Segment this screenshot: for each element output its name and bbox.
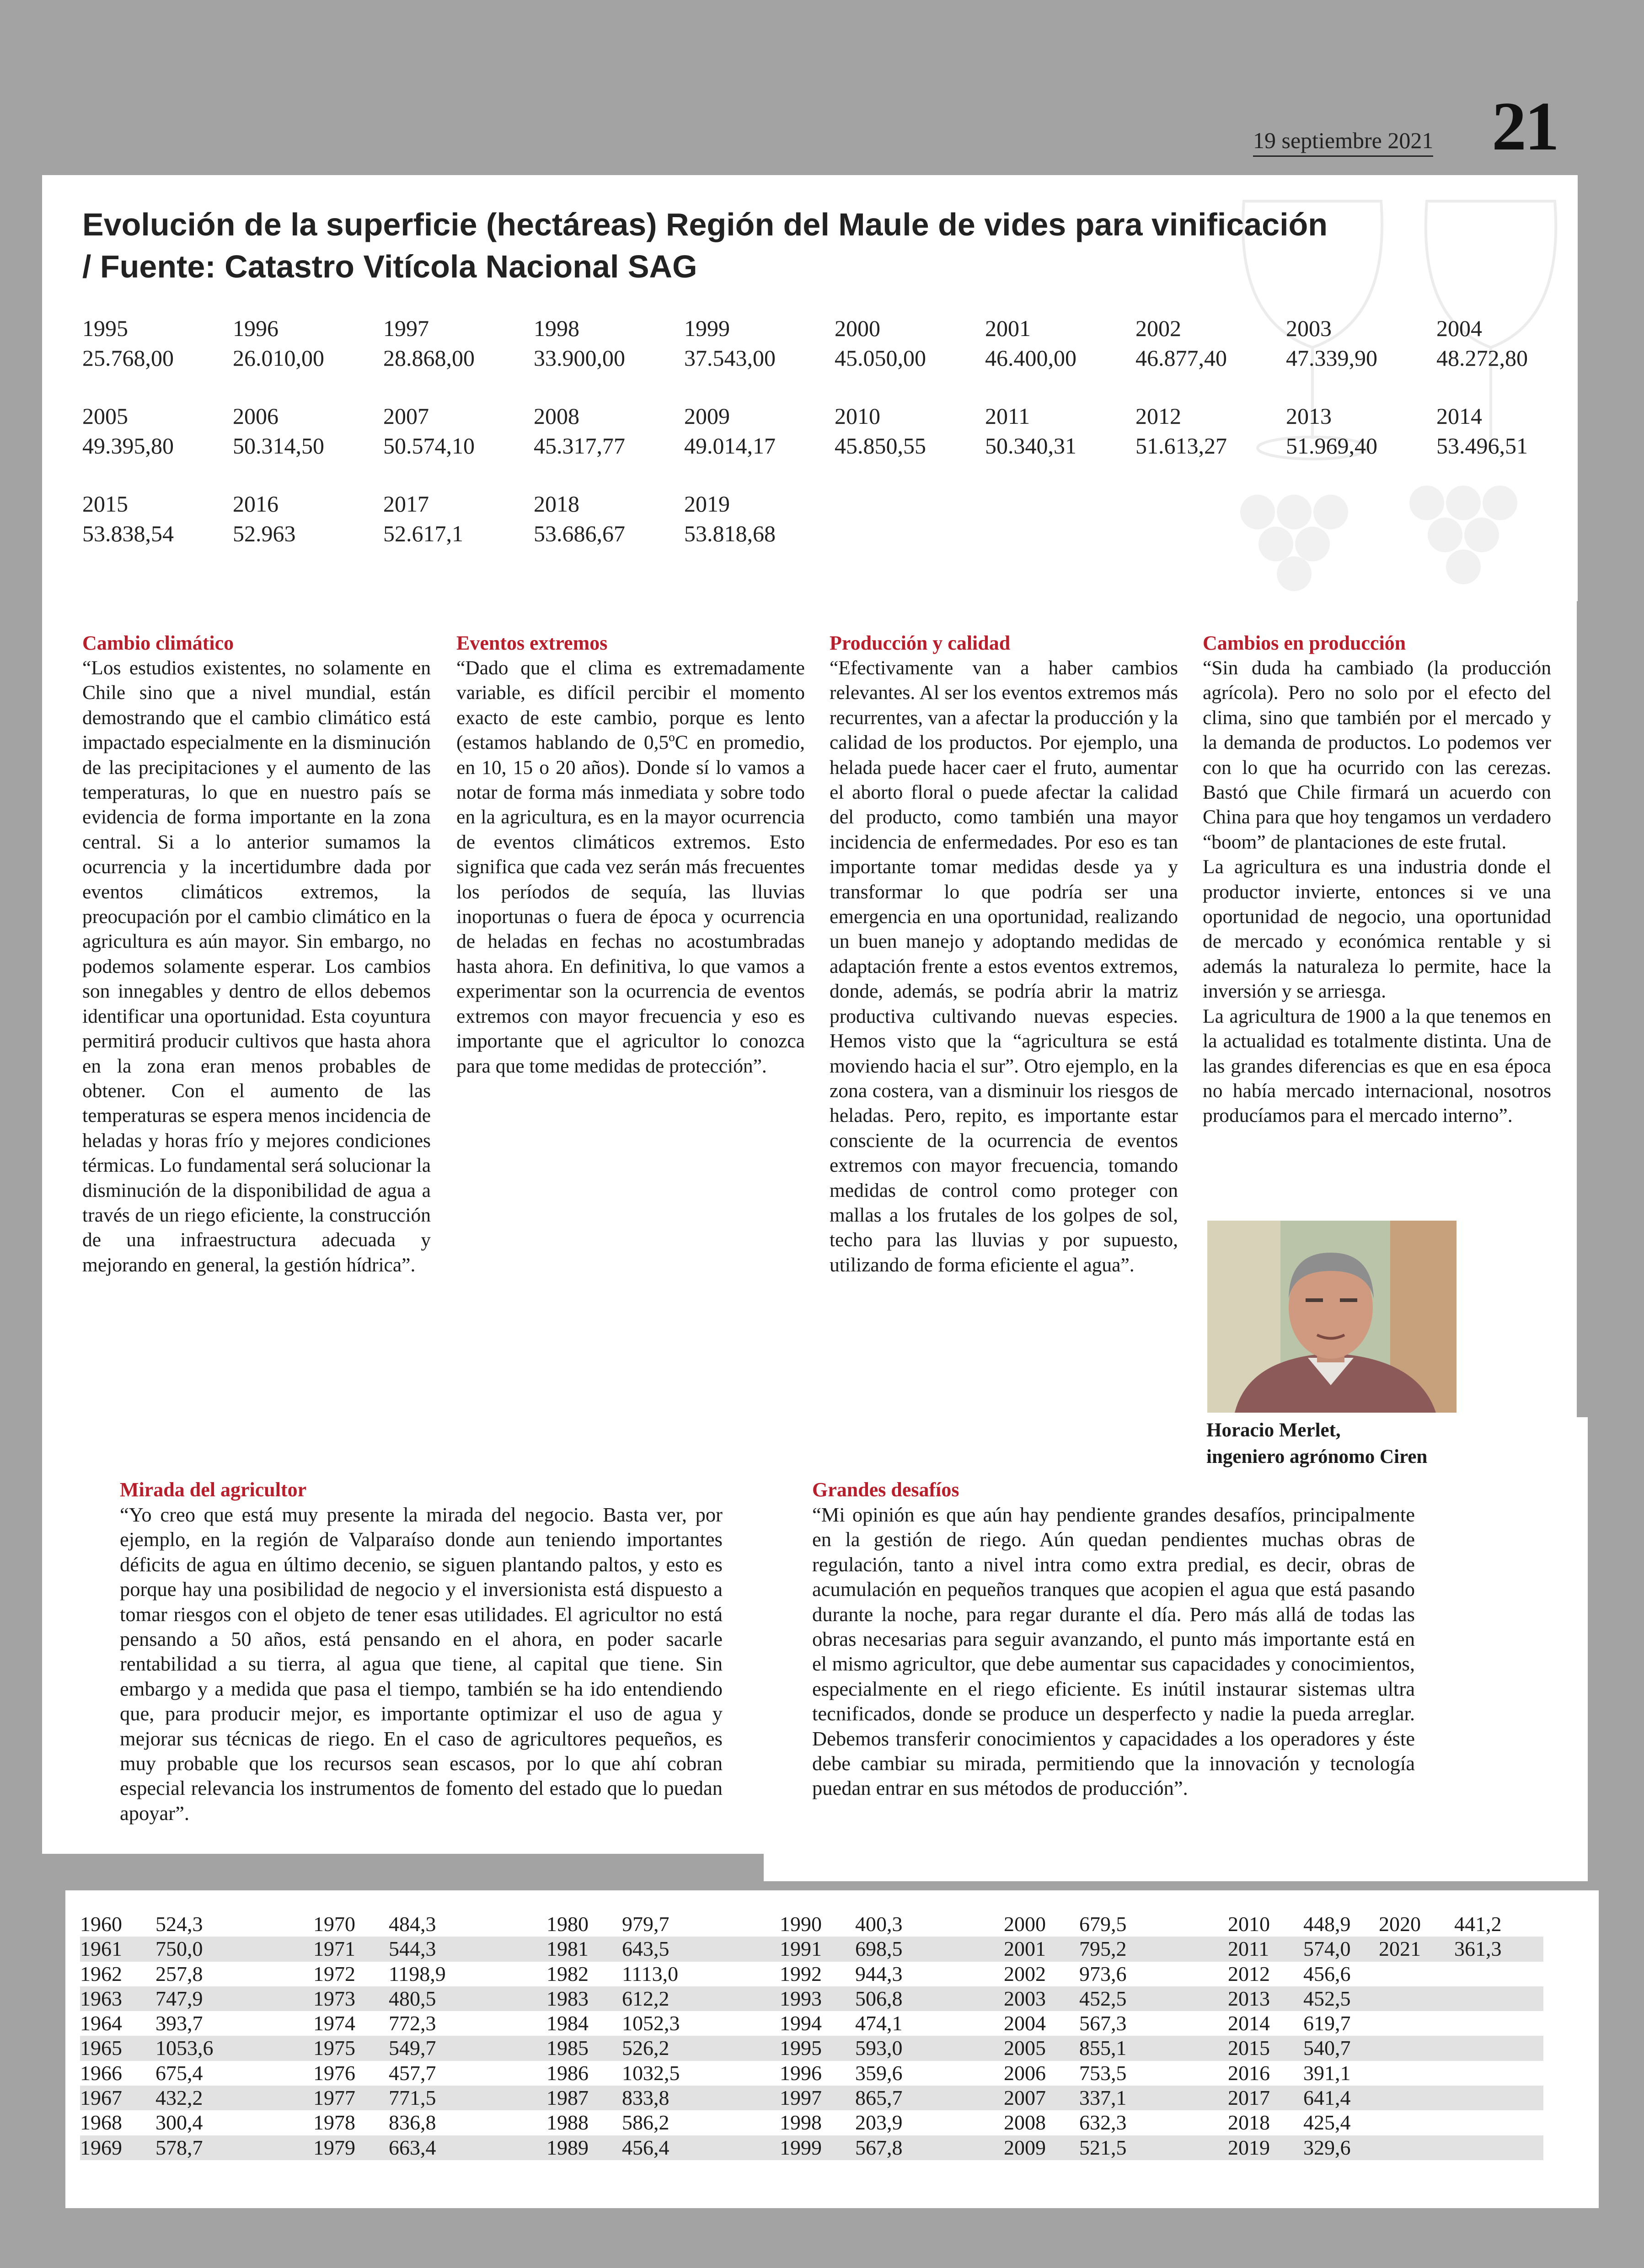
rainfall-value: 432,2 xyxy=(155,2086,203,2110)
article-heading: Mirada del agricultor xyxy=(120,1478,307,1501)
rainfall-value: 1113,0 xyxy=(622,1962,679,1985)
article-grandes-desafios xyxy=(812,1478,1415,1801)
surface-value: 46.400,00 xyxy=(985,345,1076,371)
rainfall-value: 452,5 xyxy=(1079,1986,1127,2010)
rainfall-value: 567,3 xyxy=(1079,2012,1127,2035)
surface-year: 2018 xyxy=(534,491,579,517)
rainfall-year: 1979 xyxy=(313,2135,355,2159)
rainfall-year: 1968 xyxy=(80,2111,122,2135)
rainfall-value: 612,2 xyxy=(622,1986,669,2010)
rainfall-value: 448,9 xyxy=(1303,1912,1351,1936)
rainfall-value: 524,3 xyxy=(155,1912,203,1936)
surface-value: 46.877,40 xyxy=(1135,345,1227,371)
rainfall-value: 772,3 xyxy=(389,2012,436,2035)
surface-year: 2017 xyxy=(383,491,429,517)
surface-value: 49.395,80 xyxy=(82,433,174,459)
rainfall-value: 474,1 xyxy=(855,2012,903,2035)
rainfall-year: 1964 xyxy=(80,2012,122,2035)
rainfall-year: 2009 xyxy=(1004,2135,1046,2159)
article-body: “Dado que el clima es extremadamente variable, es difícil percibir el momento exacto de este cambio, porque es lento (estamos hablando de 0,5ºC en promedio, en 10, 15 o 20 años). Donde sí lo vamos a notar de forma más inmediata y sobre todo en la agricultura, es en la mayor ocurrencia de eventos climáticos extremos. Esto significa que cada vez serán más frecuentes los períodos de sequía, las lluvias inoportunas o fuera de época y ocurrencia de heladas en fechas no acostumbradas hasta ahora. En definitiva, lo que vamos a experimentar son la ocurrencia de eventos extremos con mayor frecuencia y eso es importante que el agricultor lo conozca para que tome medidas de protección”. xyxy=(456,657,805,1077)
rainfall-year: 1966 xyxy=(80,2061,122,2085)
article-body: “Yo creo que está muy presente la mirada del negocio. Basta ver, por ejemplo, en la región de Valparaíso donde aun teniendo importantes déficits de agua en último decenio, se siguen plantando paltos, y esto es porque hay una posibilidad de negocio y el inversionista está dispuesto a tomar riesgos con el objeto de tener esas utilidades. El agricultor no está pensando a 50 años, está pensando en el ahora, en poder sacarle rentabilidad a su tierra, al agua que tiene, al capital que tiene. Sin embargo y a medida que pasa el tiempo, también se ha ido entendiendo que, para producir mejor, es importante optimizar el uso de agua y mejorar sus técnicas de riego. En el caso de agricultores pequeños, es muy probable que los recursos sean escasos, por lo que ahí cobran especial relevancia los instrumentos de fomento del estado que lo puedan apoyar”. xyxy=(120,1503,723,1825)
rainfall-value: 1053,6 xyxy=(155,2036,214,2060)
surface-year: 2006 xyxy=(233,403,278,429)
surface-table-cell xyxy=(985,314,1135,373)
article-cambios-produccion xyxy=(1203,631,1551,1128)
rainfall-year: 1985 xyxy=(546,2036,589,2060)
article-heading: Producción y calidad xyxy=(830,632,1011,654)
rainfall-value: 337,1 xyxy=(1079,2086,1127,2110)
caption-name: Horacio Merlet, xyxy=(1206,1420,1341,1441)
table-row xyxy=(80,1937,1543,1961)
rainfall-year: 1983 xyxy=(546,1986,589,2010)
rainfall-year: 1973 xyxy=(313,1986,355,2010)
surface-table-cell xyxy=(82,314,233,373)
surface-value: 52.617,1 xyxy=(383,521,463,546)
rainfall-value: 836,8 xyxy=(389,2111,436,2135)
rainfall-value: 300,4 xyxy=(155,2111,203,2135)
surface-value: 53.818,68 xyxy=(684,521,776,546)
article-heading: Cambios en producción xyxy=(1203,632,1406,654)
surface-value: 28.868,00 xyxy=(383,345,475,371)
surface-table-cell xyxy=(534,314,684,373)
surface-value: 51.969,40 xyxy=(1286,433,1377,459)
table-row xyxy=(80,2086,1543,2110)
surface-year: 2012 xyxy=(1135,403,1181,429)
rainfall-year: 1984 xyxy=(546,2012,589,2035)
rainfall-value: 855,1 xyxy=(1079,2036,1127,2060)
caption-role: ingeniero agrónomo Ciren xyxy=(1206,1446,1428,1468)
rainfall-year: 1971 xyxy=(313,1937,355,1961)
surface-year: 2015 xyxy=(82,491,128,517)
rainfall-value: 593,0 xyxy=(855,2036,903,2060)
surface-table-title: Evolución de la superficie (hectáreas) Región del Maule de vides para vinificación / Fuente: Catastro Vitícola Nacional SAG xyxy=(82,207,1328,284)
surface-year: 2011 xyxy=(985,403,1030,429)
surface-table-cell xyxy=(835,314,985,373)
article-paragraph: “Sin duda ha cambiado (la producción agrícola). Pero no solo por el efecto del clima, sino que también por el mercado y la demanda de productos. Lo podemos ver con lo que ha ocurrido con las cerezas. Bastó que Chile firmará un acuerdo con China para que hoy tengamos un verdadero “boom” de plantaciones de este frutal. xyxy=(1203,657,1551,853)
rainfall-value: 586,2 xyxy=(622,2111,669,2135)
rainfall-value: 544,3 xyxy=(389,1937,436,1961)
surface-year: 1996 xyxy=(233,315,278,341)
rainfall-year: 1961 xyxy=(80,1937,122,1961)
rainfall-year: 2002 xyxy=(1004,1962,1046,1985)
rainfall-year: 1995 xyxy=(780,2036,822,2060)
surface-year: 2007 xyxy=(383,403,429,429)
rainfall-value: 747,9 xyxy=(155,1986,203,2010)
rainfall-value: 944,3 xyxy=(855,1962,903,1985)
rainfall-value: 643,5 xyxy=(622,1937,669,1961)
rainfall-value: 567,8 xyxy=(855,2135,903,2159)
surface-year: 1999 xyxy=(684,315,730,341)
rainfall-value: 361,3 xyxy=(1454,1937,1502,1961)
surface-table-grid xyxy=(82,314,1587,549)
surface-table-cell xyxy=(233,489,383,549)
surface-value: 53.496,51 xyxy=(1436,433,1528,459)
rainfall-value: 663,4 xyxy=(389,2135,436,2159)
article-paragraph: La agricultura es una industria donde el productor invierte, entonces si ve una oportunidad de negocio, una oportunidad de mercado y económica rentable y si además la naturaleza lo permite, hace la inversión y se arriesga. xyxy=(1203,856,1551,1003)
rainfall-value: 675,4 xyxy=(155,2061,203,2085)
rainfall-year: 1978 xyxy=(313,2111,355,2135)
rainfall-value: 1052,3 xyxy=(622,2012,680,2035)
surface-table-cell xyxy=(1135,314,1286,373)
surface-year: 2004 xyxy=(1436,315,1482,341)
surface-table-cell xyxy=(684,314,835,373)
table-row xyxy=(80,1986,1543,2011)
rainfall-year: 2015 xyxy=(1228,2036,1270,2060)
table-row xyxy=(80,2110,1543,2135)
rainfall-value: 973,6 xyxy=(1079,1962,1127,1985)
rainfall-year: 2019 xyxy=(1228,2135,1270,2159)
rainfall-year: 1977 xyxy=(313,2086,355,2110)
rainfall-value: 619,7 xyxy=(1303,2012,1351,2035)
rainfall-value: 329,6 xyxy=(1303,2135,1351,2159)
surface-table-cell xyxy=(383,401,534,461)
rainfall-value: 549,7 xyxy=(389,2036,436,2060)
rainfall-value: 833,8 xyxy=(622,2086,669,2110)
surface-year: 1998 xyxy=(534,315,579,341)
rainfall-year: 1989 xyxy=(546,2135,589,2159)
rainfall-value: 521,5 xyxy=(1079,2135,1127,2159)
rainfall-year: 2017 xyxy=(1228,2086,1270,2110)
surface-value: 50.574,10 xyxy=(383,433,475,459)
surface-value: 25.768,00 xyxy=(82,345,174,371)
table-row xyxy=(80,2011,1543,2036)
issue-date: 19 septiembre 2021 xyxy=(1253,127,1433,157)
rainfall-value: 457,7 xyxy=(389,2061,436,2085)
rainfall-year: 2000 xyxy=(1004,1912,1046,1936)
surface-table-cell xyxy=(1286,314,1436,373)
article-paragraph: La agricultura de 1900 a la que tenemos en la actualidad es totalmente distinta. Una de las grandes diferencias es que en esa época no había mercado internacional, nosotros producíamos para el mercado interno”. xyxy=(1203,1005,1551,1127)
rainfall-value: 391,1 xyxy=(1303,2061,1351,2085)
rainfall-year: 2010 xyxy=(1228,1912,1270,1936)
surface-year: 1995 xyxy=(82,315,128,341)
surface-value: 45.317,77 xyxy=(534,433,625,459)
surface-year: 2010 xyxy=(835,403,880,429)
rainfall-value: 1032,5 xyxy=(622,2061,680,2085)
surface-table-cell xyxy=(684,489,835,549)
rainfall-value: 540,7 xyxy=(1303,2036,1351,2060)
rainfall-year: 2014 xyxy=(1228,2012,1270,2035)
rainfall-value: 484,3 xyxy=(389,1912,436,1936)
rainfall-year: 1974 xyxy=(313,2012,355,2035)
rainfall-year: 1969 xyxy=(80,2135,122,2159)
rainfall-year: 1988 xyxy=(546,2111,589,2135)
rainfall-year: 1999 xyxy=(780,2135,822,2159)
surface-table-cell xyxy=(233,401,383,461)
rainfall-value: 400,3 xyxy=(855,1912,903,1936)
portrait-photo xyxy=(1207,1221,1457,1413)
rainfall-year: 1991 xyxy=(780,1937,822,1961)
rainfall-year: 1997 xyxy=(780,2086,822,2110)
surface-year: 2002 xyxy=(1135,315,1181,341)
rainfall-year: 1987 xyxy=(546,2086,589,2110)
rainfall-value: 480,5 xyxy=(389,1986,436,2010)
rainfall-year: 2012 xyxy=(1228,1962,1270,1985)
table-row xyxy=(80,1912,1543,1937)
rainfall-value: 641,4 xyxy=(1303,2086,1351,2110)
surface-year: 1997 xyxy=(383,315,429,341)
rainfall-year: 1993 xyxy=(780,1986,822,2010)
surface-year: 2009 xyxy=(684,403,730,429)
rainfall-value: 750,0 xyxy=(155,1937,203,1961)
surface-year: 2014 xyxy=(1436,403,1482,429)
surface-value: 37.543,00 xyxy=(684,345,776,371)
surface-year: 2008 xyxy=(534,403,579,429)
rainfall-year: 2020 xyxy=(1379,1912,1421,1936)
surface-value: 52.963 xyxy=(233,521,296,546)
surface-table-cell xyxy=(1135,401,1286,461)
surface-table-cell xyxy=(534,401,684,461)
rainfall-year: 1960 xyxy=(80,1912,122,1936)
rainfall-table xyxy=(80,1912,1543,2160)
article-mirada-agricultor xyxy=(120,1478,723,1825)
surface-table-cell xyxy=(82,489,233,549)
rainfall-year: 1967 xyxy=(80,2086,122,2110)
rainfall-value: 359,6 xyxy=(855,2061,903,2085)
surface-year: 2005 xyxy=(82,403,128,429)
rainfall-year: 1962 xyxy=(80,1962,122,1985)
rainfall-value: 578,7 xyxy=(155,2135,203,2159)
rainfall-value: 257,8 xyxy=(155,1962,203,1985)
article-eventos-extremos xyxy=(456,631,805,1078)
rainfall-year: 2008 xyxy=(1004,2111,1046,2135)
surface-year: 2016 xyxy=(233,491,278,517)
rainfall-year: 1963 xyxy=(80,1986,122,2010)
rainfall-value: 698,5 xyxy=(855,1937,903,1961)
article-produccion-calidad xyxy=(830,631,1178,1277)
rainfall-value: 393,7 xyxy=(155,2012,203,2035)
rainfall-year: 1965 xyxy=(80,2036,122,2060)
rainfall-year: 1994 xyxy=(780,2012,822,2035)
rainfall-year: 1975 xyxy=(313,2036,355,2060)
surface-value: 33.900,00 xyxy=(534,345,625,371)
rainfall-value: 865,7 xyxy=(855,2086,903,2110)
rainfall-value: 632,3 xyxy=(1079,2111,1127,2135)
surface-table-cell xyxy=(985,401,1135,461)
article-heading: Cambio climático xyxy=(82,632,234,654)
rainfall-year: 2006 xyxy=(1004,2061,1046,2085)
surface-table-cell xyxy=(534,489,684,549)
rainfall-value: 452,5 xyxy=(1303,1986,1351,2010)
rainfall-value: 203,9 xyxy=(855,2111,903,2135)
surface-table-cell xyxy=(1436,401,1587,461)
rainfall-year: 2007 xyxy=(1004,2086,1046,2110)
surface-value: 45.050,00 xyxy=(835,345,926,371)
rainfall-value: 979,7 xyxy=(622,1912,669,1936)
surface-value: 45.850,55 xyxy=(835,433,926,459)
surface-year: 2013 xyxy=(1286,403,1332,429)
rainfall-value: 574,0 xyxy=(1303,1937,1351,1961)
surface-year: 2000 xyxy=(835,315,880,341)
rainfall-year: 1982 xyxy=(546,1962,589,1985)
table-row xyxy=(80,2135,1543,2160)
rainfall-value: 771,5 xyxy=(389,2086,436,2110)
surface-value: 53.838,54 xyxy=(82,521,174,546)
surface-value: 48.272,80 xyxy=(1436,345,1528,371)
rainfall-value: 456,4 xyxy=(622,2135,669,2159)
rainfall-value: 425,4 xyxy=(1303,2111,1351,2135)
rainfall-year: 2018 xyxy=(1228,2111,1270,2135)
rainfall-year: 1990 xyxy=(780,1912,822,1936)
rainfall-year: 2011 xyxy=(1228,1937,1269,1961)
surface-table-cell xyxy=(82,401,233,461)
rainfall-year: 2016 xyxy=(1228,2061,1270,2085)
rainfall-value: 506,8 xyxy=(855,1986,903,2010)
surface-value: 50.314,50 xyxy=(233,433,324,459)
rainfall-value: 1198,9 xyxy=(389,1962,446,1985)
table-row xyxy=(80,2036,1543,2060)
surface-table-cell xyxy=(835,401,985,461)
rainfall-year: 2021 xyxy=(1379,1937,1421,1961)
rainfall-year: 2005 xyxy=(1004,2036,1046,2060)
surface-table-cell xyxy=(383,314,534,373)
rainfall-value: 441,2 xyxy=(1454,1912,1502,1936)
surface-value: 26.010,00 xyxy=(233,345,324,371)
rainfall-value: 753,5 xyxy=(1079,2061,1127,2085)
rainfall-value: 679,5 xyxy=(1079,1912,1127,1936)
rainfall-year: 2001 xyxy=(1004,1937,1046,1961)
surface-table-cell xyxy=(1286,401,1436,461)
article-cambio-climatico xyxy=(82,631,431,1277)
portrait-caption xyxy=(1206,1417,1462,1470)
rainfall-year: 1996 xyxy=(780,2061,822,2085)
rainfall-year: 1986 xyxy=(546,2061,589,2085)
rainfall-value: 526,2 xyxy=(622,2036,669,2060)
table-row xyxy=(80,2061,1543,2086)
rainfall-year: 1972 xyxy=(313,1962,355,1985)
surface-value: 49.014,17 xyxy=(684,433,776,459)
article-body: “Mi opinión es que aún hay pendiente grandes desafíos, principalmente en la gestión de riego. Aún quedan pendientes muchas obras de regulación, tanto a nivel intra como extra predial, es decir, obras de acumulación en pequeños tranques que acopien el agua que está pasando durante la noche, para regar durante el día. Pero más allá de todas las obras necesarias para seguir avanzando, el punto más importante está en el mismo agricultor, que debe aumentar sus capacidades y conocimientos, especialmente en el riego eficiente. Es inútil instaurar sistemas ultra tecnificados, donde se produce un desperfecto y nadie la pueda arreglar. Debemos transferir conocimientos y capacidades a los operadores y éste debe cambiar su mirada, permitiendo que la innovación y tecnología puedan entrar en sus métodos de producción”. xyxy=(812,1503,1415,1800)
rainfall-value: 795,2 xyxy=(1079,1937,1127,1961)
page-number: 21 xyxy=(1492,88,1558,165)
surface-value: 51.613,27 xyxy=(1135,433,1227,459)
surface-value: 47.339,90 xyxy=(1286,345,1377,371)
article-heading: Eventos extremos xyxy=(456,632,608,654)
surface-value: 50.340,31 xyxy=(985,433,1076,459)
rainfall-year: 2003 xyxy=(1004,1986,1046,2010)
surface-value: 53.686,67 xyxy=(534,521,625,546)
article-heading: Grandes desafíos xyxy=(812,1478,959,1501)
table-row xyxy=(80,1962,1543,1986)
article-body: “Los estudios existentes, no solamente en Chile sino que a nivel mundial, están demostrando que el cambio climático está impactado especialmente en la disminución de las precipitaciones y el aumento de las temperaturas, lo que en nuestro país se evidencia de forma importante en la zona central. Si a lo anterior sumamos la ocurrencia y la incertidumbre dada por eventos climáticos extremos, la preocupación por el cambio climático en la agricultura es aún mayor. Sin embargo, no podemos solamente esperar. Los cambios son innegables y dentro de ellos debemos identificar una oportunidad. Esta coyuntura permitirá producir cultivos que hasta ahora en la zona eran menos probables de obtener. Con el aumento de las temperaturas se espera menos incidencia de heladas y horas frío y mejores condiciones térmicas. Lo fundamental será solucionar la disminución de la disponibilidad de agua a través de un riego eficiente, la construcción de una infraestructura adecuada y mejorando en general, la gestión hídrica”. xyxy=(82,657,431,1276)
rainfall-year: 1992 xyxy=(780,1962,822,1985)
surface-table-cell xyxy=(383,489,534,549)
article-body: “Efectivamente van a haber cambios relevantes. Al ser los eventos extremos más recurrentes, van a afectar la producción y la calidad de los productos. Por ejemplo, una helada puede hacer caer el fruto, aumentar el aborto floral o puede afectar la calidad del producto, como también una mayor incidencia de enfermedades. Por eso es tan importante tomar medidas desde ya y transformar lo que podría ser una emergencia en una oportunidad, realizando un buen manejo y adoptando medidas de adaptación frente a estos eventos extremos, donde, además, se podría abrir la matriz productiva cultivando nuevas especies. Hemos visto que la “agricultura se está moviendo hacia el sur”. Otro ejemplo, en la zona costera, van a disminuir los riesgos de heladas. Pero, repito, es importante estar consciente de la ocurrencia de eventos extremos con mayor frecuencia, tomando medidas de control como proteger con mallas a los frutales de los golpes de sol, techo para las lluvias y por supuesto, utilizando de forma eficiente el agua”. xyxy=(830,657,1178,1276)
rainfall-year: 1976 xyxy=(313,2061,355,2085)
rainfall-value: 456,6 xyxy=(1303,1962,1351,1985)
rainfall-year: 1970 xyxy=(313,1912,355,1936)
rainfall-year: 1981 xyxy=(546,1937,589,1961)
rainfall-year: 1998 xyxy=(780,2111,822,2135)
surface-table-cell xyxy=(233,314,383,373)
rainfall-year: 2013 xyxy=(1228,1986,1270,2010)
rainfall-year: 1980 xyxy=(546,1912,589,1936)
surface-year: 2019 xyxy=(684,491,730,517)
man-portrait-icon xyxy=(1207,1221,1457,1413)
surface-year: 2003 xyxy=(1286,315,1332,341)
surface-table-cell xyxy=(684,401,835,461)
rainfall-year: 2004 xyxy=(1004,2012,1046,2035)
surface-year: 2001 xyxy=(985,315,1031,341)
surface-table-cell xyxy=(1436,314,1587,373)
